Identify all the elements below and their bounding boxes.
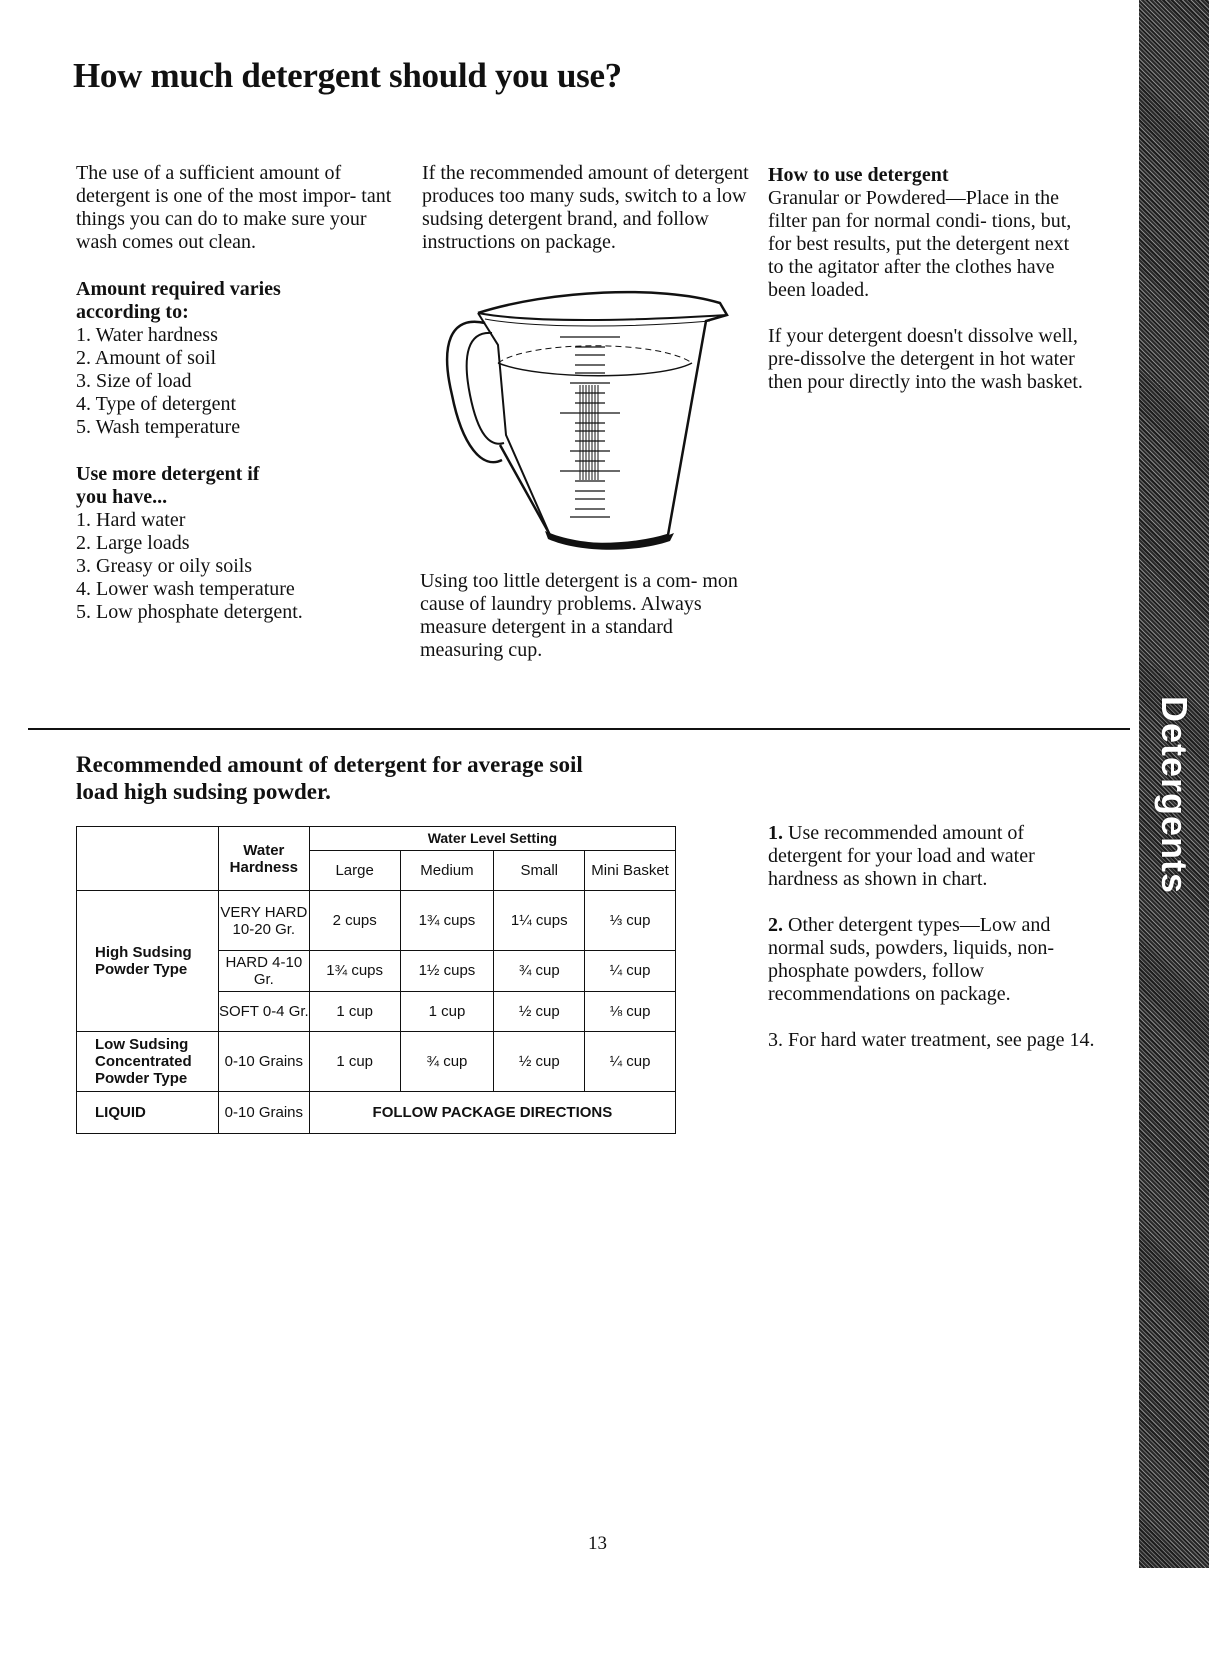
table-title-line-2: load high sudsing powder. [76, 779, 331, 804]
large-cell: 1 cup [309, 991, 400, 1031]
list-item: 5. Wash temperature [76, 416, 241, 438]
mini-cell: ¼ cup [585, 1031, 676, 1091]
hardness-cell: HARD 4-10 Gr. [218, 951, 309, 991]
more-list [76, 509, 394, 624]
how-to-paragraph: Granular or Powdered—Place in the filter pan for normal condi- tions, but, for best results, put the detergent next to the agitator after the clothes have been loaded. [768, 187, 1072, 301]
list-item: 4. Lower wash temperature [76, 578, 295, 600]
notes [768, 822, 1098, 1052]
note-3 [768, 1029, 1098, 1052]
small-cell: ½ cup [494, 1031, 585, 1091]
table-row [77, 1031, 676, 1091]
note-number: 1. [768, 822, 783, 844]
mini-cell: ⅓ cup [585, 891, 676, 951]
mini-cell: ⅛ cup [585, 991, 676, 1031]
blank-header-cell [77, 827, 219, 891]
medium-cell: 1¾ cups [400, 891, 494, 951]
list-item: 3. Greasy or oily soils [76, 555, 253, 577]
cup-caption-block [420, 570, 750, 662]
water-level-header: Water Level Setting [309, 827, 675, 851]
small-header: Small [494, 851, 585, 891]
table-row [77, 891, 676, 951]
hardness-cell: VERY HARD 10-20 Gr. [218, 891, 309, 951]
how-to-heading: How to use detergent [768, 164, 949, 186]
list-item: 3. Size of load [76, 370, 192, 392]
large-header: Large [309, 851, 400, 891]
hardness-cell: SOFT 0-4 Gr. [218, 991, 309, 1031]
note-text: For hard water treatment, see page 14. [788, 1029, 1095, 1051]
page-number: 13 [588, 1533, 607, 1554]
note-number: 3. [768, 1029, 783, 1051]
list-item: 2. Large loads [76, 532, 190, 554]
table-title [76, 751, 696, 805]
note-1 [768, 822, 1098, 891]
list-item: 1. Hard water [76, 509, 186, 531]
large-cell: 1¾ cups [309, 951, 400, 991]
table-title-line-1: Recommended amount of detergent for average soil [76, 752, 583, 777]
note-2 [768, 914, 1098, 1006]
more-heading: Use more detergent if you have... [76, 463, 260, 508]
small-cell: ½ cup [494, 991, 585, 1031]
thumb-tab-label [1139, 690, 1209, 900]
list-item: 2. Amount of soil [76, 347, 217, 369]
amount-list [76, 324, 394, 439]
small-cell: 1¼ cups [494, 891, 585, 951]
liquid-type: LIQUID [77, 1091, 219, 1133]
hardness-cell: 0-10 Grains [218, 1091, 309, 1133]
large-cell: 1 cup [309, 1031, 400, 1091]
note-number: 2. [768, 914, 783, 936]
high-sudsing-type: High Sudsing Powder Type [77, 891, 219, 1031]
cup-caption: Using too little detergent is a com- mon cause of laundry problems. Always measure detergent in a standard measuring cup. [420, 570, 738, 661]
medium-cell: ¾ cup [400, 1031, 494, 1091]
mini-basket-header: Mini Basket [585, 851, 676, 891]
note-text: Other detergent types—Low and normal suds, powders, liquids, non-phosphate powders, follow recommendations on package. [768, 914, 1055, 1005]
small-cell: ¾ cup [494, 951, 585, 991]
suds-paragraph: If the recommended amount of detergent produces too many suds, switch to a low sudsing detergent brand, and follow instructions on package. [422, 162, 749, 253]
medium-cell: 1½ cups [400, 951, 494, 991]
dissolve-paragraph: If your detergent doesn't dissolve well, pre-dissolve the detergent in hot water then pour directly into the wash basket. [768, 325, 1083, 393]
liquid-directions: FOLLOW PACKAGE DIRECTIONS [309, 1091, 675, 1133]
hardness-cell: 0-10 Grains [218, 1031, 309, 1091]
water-hardness-header: Water Hardness [218, 827, 309, 891]
measurement-marks [560, 337, 620, 517]
table-header-row [77, 827, 676, 851]
detergent-table [76, 826, 676, 1134]
note-text: Use recommended amount of detergent for your load and water hardness as shown in chart. [768, 822, 1035, 890]
table-row [77, 1091, 676, 1133]
thumb-tab-text: Detergents [1154, 695, 1195, 895]
page-title: How much detergent should you use? [73, 56, 622, 95]
low-sudsing-type: Low Sudsing Concentrated Powder Type [77, 1031, 219, 1091]
intro-paragraph: The use of a sufficient amount of detergent is one of the most impor- tant things you can do to make sure your wash comes out clean. [76, 162, 392, 253]
thumb-tab-strip [1139, 0, 1209, 1568]
column-1 [76, 162, 394, 624]
column-3 [768, 164, 1088, 394]
list-item: 4. Type of detergent [76, 393, 237, 415]
mini-cell: ¼ cup [585, 951, 676, 991]
section-divider [28, 728, 1130, 730]
medium-header: Medium [400, 851, 494, 891]
measuring-cup-illustration [430, 285, 740, 550]
medium-cell: 1 cup [400, 991, 494, 1031]
list-item: 1. Water hardness [76, 324, 218, 346]
tick-column [580, 385, 598, 480]
amount-heading: Amount required varies according to: [76, 278, 281, 323]
column-2 [422, 162, 752, 254]
list-item: 5. Low phosphate detergent. [76, 601, 303, 623]
large-cell: 2 cups [309, 891, 400, 951]
